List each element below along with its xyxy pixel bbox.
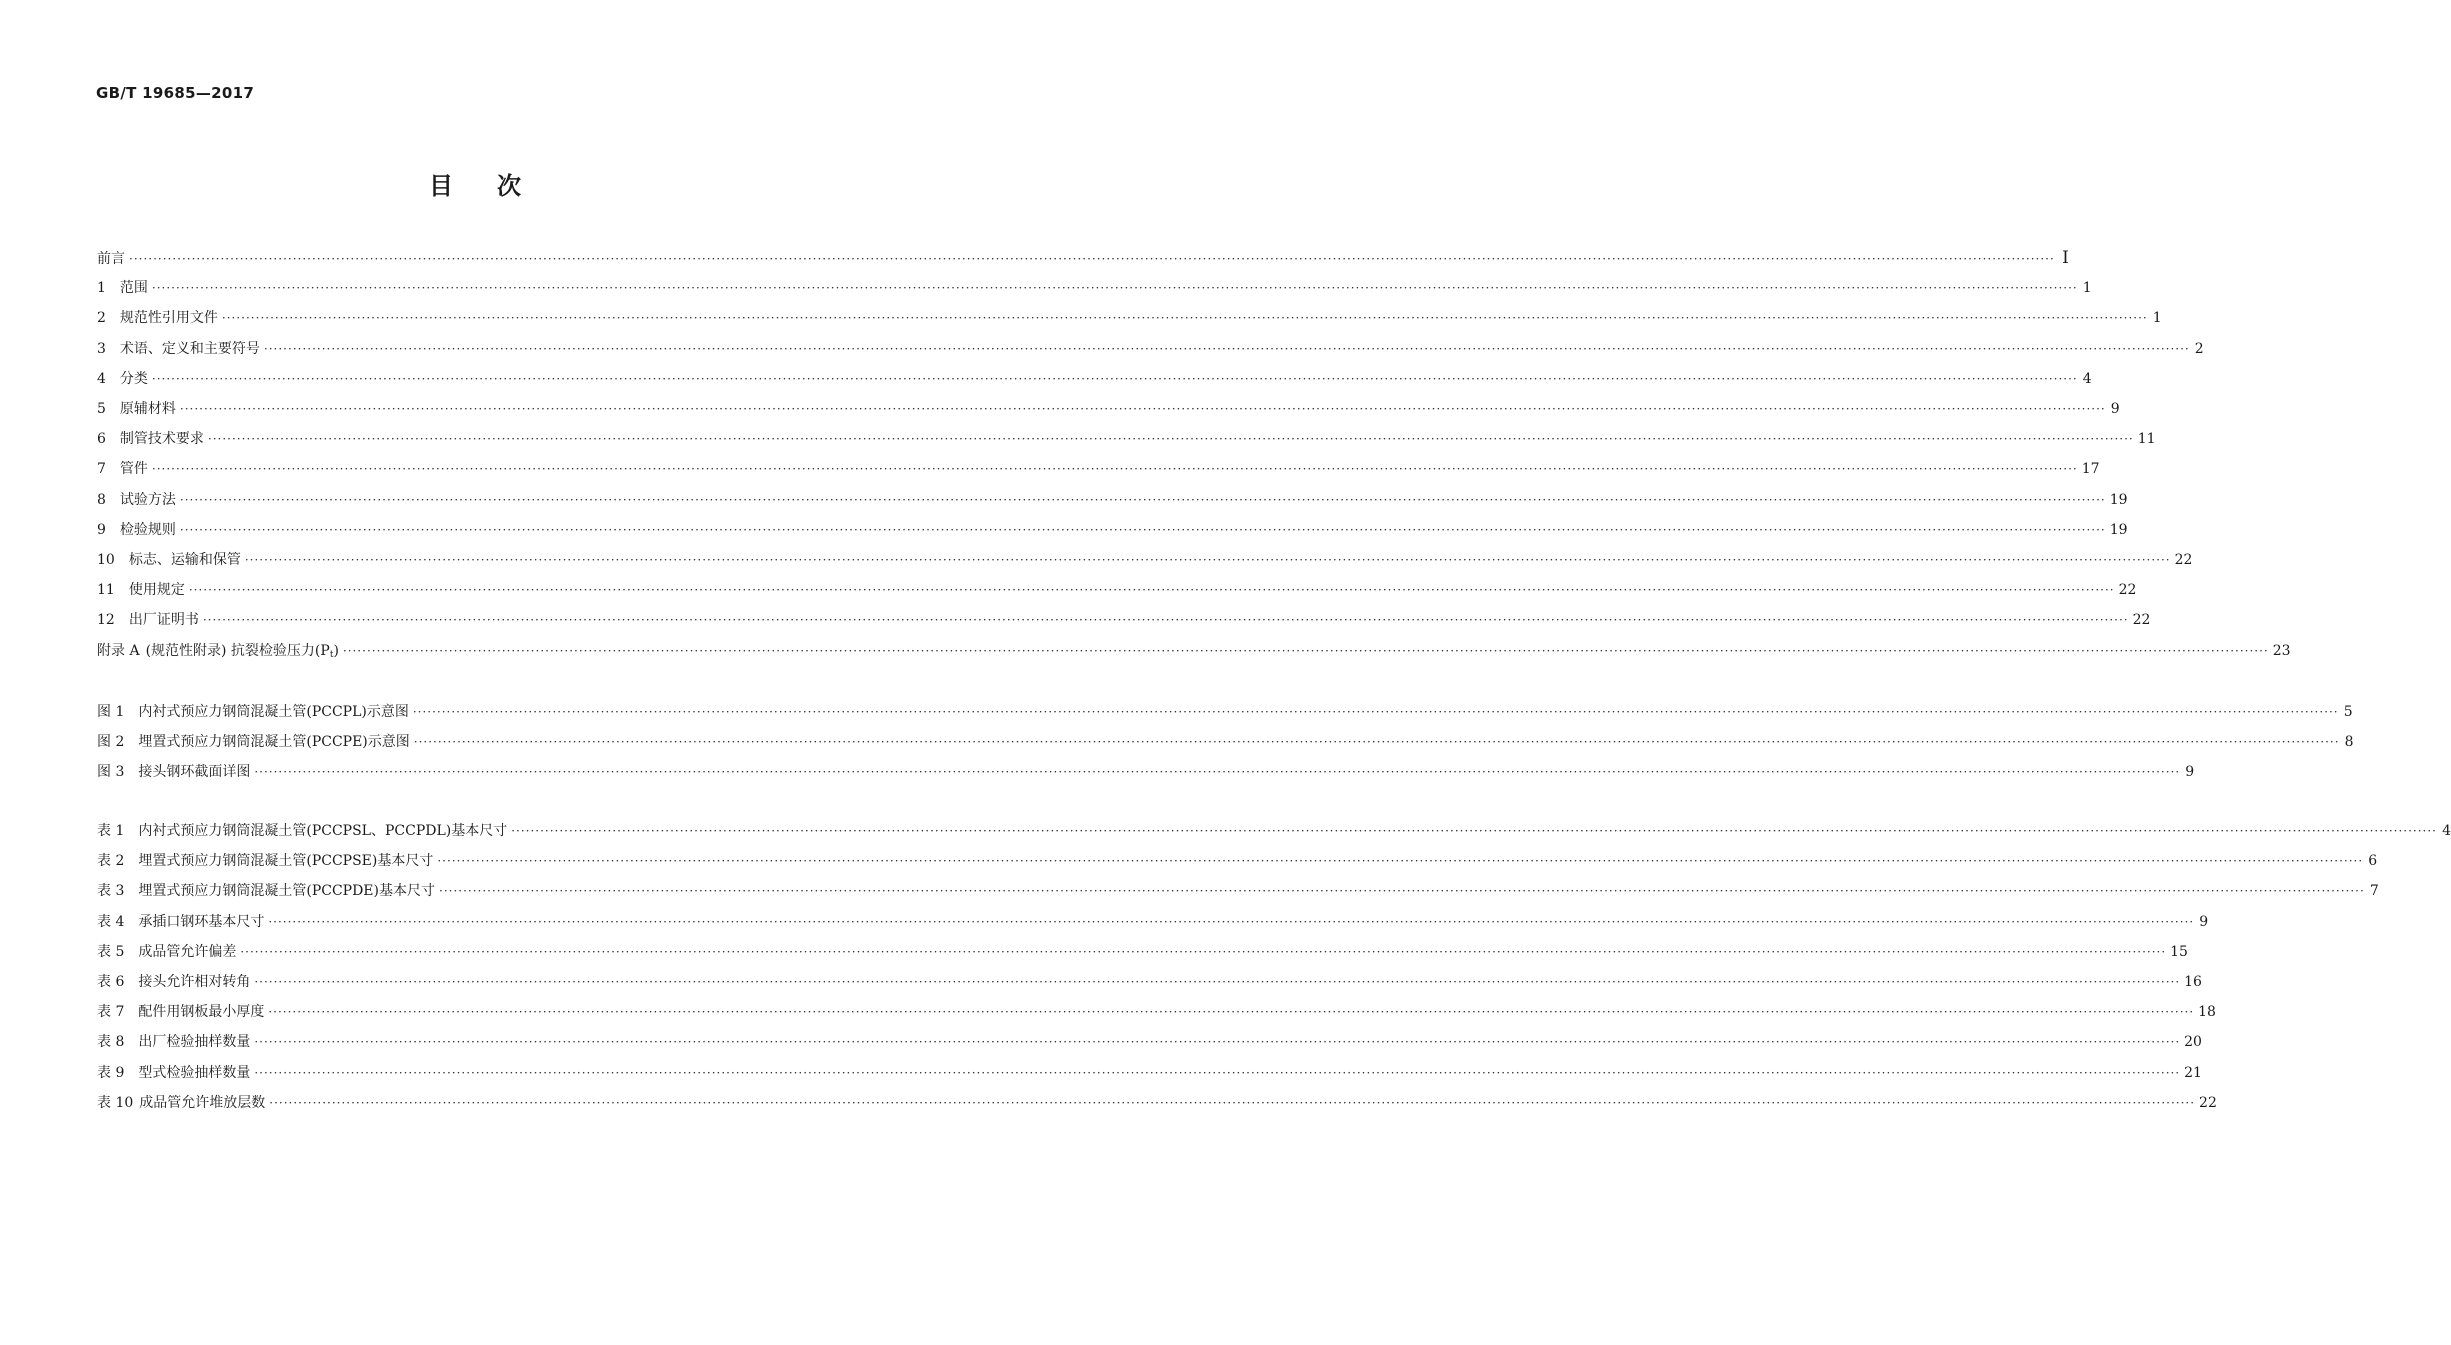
entry-number: 附录 A xyxy=(97,642,140,659)
dot-leader: ················································································································································································································································································································································································································ xyxy=(511,824,2437,838)
entry-page-number: 2 xyxy=(2194,340,2204,357)
entry-title: 承插口钢环基本尺寸 xyxy=(138,913,265,930)
dot-leader: ················································································································································································································································································································································································································ xyxy=(179,522,2106,537)
entry-label xyxy=(97,519,176,541)
entry-number: 表 8 xyxy=(97,1034,125,1051)
entry-title: 出厂证明书 xyxy=(128,612,199,629)
entry-title: 分类 xyxy=(119,370,148,387)
toc-entry[interactable] xyxy=(97,368,2092,390)
entry-title: 规范性引用文件 xyxy=(119,310,218,327)
toc-entry[interactable] xyxy=(97,609,2151,631)
figure-entry[interactable] xyxy=(97,761,2195,783)
entry-page-number: 19 xyxy=(2109,491,2128,508)
dot-leader: ················································································································································································································································································································································································································ xyxy=(188,583,2115,598)
dot-leader: ················································································································································································································································································································································································································ xyxy=(413,735,2340,750)
toc-entry[interactable] xyxy=(97,247,2069,269)
entry-label xyxy=(97,640,339,666)
entry-title: 型式检验抽样数量 xyxy=(138,1064,251,1081)
entry-number: 12 xyxy=(97,612,115,629)
toc-entry[interactable] xyxy=(97,549,2193,571)
dot-leader: ················································································································································································································································································································································································································ xyxy=(269,1095,2196,1110)
entry-number: 1 xyxy=(97,280,106,297)
dot-leader: ················································································································································································································································································································································································································ xyxy=(254,975,2181,989)
entry-label xyxy=(97,1062,250,1084)
entry-label xyxy=(97,1001,264,1023)
entry-title: 前言 xyxy=(97,251,125,267)
toc-entry[interactable] xyxy=(97,458,2100,480)
entry-page-number: 22 xyxy=(2132,612,2151,629)
entry-number: 图 3 xyxy=(97,764,125,781)
dot-leader: ················································································································································································································································································································································································································ xyxy=(342,643,2269,658)
toc-entry[interactable] xyxy=(97,307,2162,329)
entry-page-number: 11 xyxy=(2137,431,2156,448)
entry-label xyxy=(97,428,204,450)
entry-page-number: 22 xyxy=(2199,1094,2217,1111)
entry-label xyxy=(97,458,148,480)
entry-label xyxy=(97,489,176,511)
entry-label xyxy=(97,398,176,420)
entry-title: 标志、运输和保管 xyxy=(128,552,241,568)
table-entry[interactable] xyxy=(97,971,2202,993)
dot-leader: ················································································································································································································································································································································································································ xyxy=(244,553,2171,567)
entry-page-number: 9 xyxy=(2185,764,2195,781)
entry-title: 配件用钢板最小厚度 xyxy=(138,1004,265,1021)
entry-page-number: 8 xyxy=(2344,734,2354,751)
dot-leader: ················································································································································································································································································································································································································ xyxy=(254,1035,2181,1050)
entry-title: 埋置式预应力钢筒混凝土管(PCCPE)示意图 xyxy=(138,734,410,751)
table-entry[interactable] xyxy=(97,880,2379,902)
entry-label xyxy=(97,850,433,872)
entry-label xyxy=(97,277,148,299)
entry-label xyxy=(97,1031,250,1053)
dot-leader: ················································································································································································································································································································································································································ xyxy=(151,281,2078,296)
entry-title-tail: ) xyxy=(333,642,339,659)
figure-entry[interactable] xyxy=(97,731,2354,753)
dot-leader: ················································································································································································································································································································································································································ xyxy=(179,492,2106,507)
entry-page-number: 22 xyxy=(2174,552,2193,568)
table-entry[interactable] xyxy=(97,1062,2202,1084)
entry-title: 使用规定 xyxy=(128,582,185,599)
entry-title: 检验规则 xyxy=(119,521,176,538)
entry-page-number: 1 xyxy=(2152,310,2162,327)
dot-leader: ················································································································································································································································································································································································································ xyxy=(254,1065,2181,1080)
entry-page-number: 1 xyxy=(2082,280,2092,297)
dot-leader: ················································································································································································································································································································································································································ xyxy=(437,854,2364,869)
entry-label xyxy=(97,820,507,842)
entry-page-number: 19 xyxy=(2109,521,2128,538)
entry-page-number: 18 xyxy=(2198,1004,2216,1021)
entry-title: 内衬式预应力钢筒混凝土管(PCCPSL、PCCPDL)基本尺寸 xyxy=(138,823,508,839)
entry-label xyxy=(97,731,410,753)
entry-title: 接头钢环截面详图 xyxy=(138,764,251,781)
entry-label xyxy=(97,701,409,723)
entry-label xyxy=(97,880,435,902)
entry-title: 试验方法 xyxy=(119,491,176,508)
entry-number: 9 xyxy=(97,521,106,538)
entry-number: 10 xyxy=(97,552,115,568)
dot-leader: ················································································································································································································································································································································································································ xyxy=(221,311,2148,326)
entry-page-number: 9 xyxy=(2199,913,2209,930)
entry-page-number: 4 xyxy=(2082,370,2092,387)
entry-number: 表 6 xyxy=(97,974,125,990)
entry-number: 6 xyxy=(97,431,106,448)
title-char-2: 次 xyxy=(497,172,521,200)
table-entry[interactable] xyxy=(97,911,2209,933)
entry-number: 图 1 xyxy=(97,704,125,720)
dot-leader: ················································································································································································································································································································································································································ xyxy=(412,705,2339,719)
entry-page-number: 15 xyxy=(2170,943,2188,960)
dot-leader: ················································································································································································································································································································································································································ xyxy=(207,432,2134,447)
toc-entry[interactable] xyxy=(97,640,2291,662)
entry-title: 接头允许相对转角 xyxy=(138,974,251,990)
entry-page-number: 21 xyxy=(2184,1064,2202,1081)
dot-leader: ················································································································································································································································································································································································································ xyxy=(254,765,2181,780)
page-title xyxy=(0,166,950,201)
entry-title: 成品管允许偏差 xyxy=(138,943,237,960)
entry-page-number: 5 xyxy=(2343,704,2353,720)
entry-number: 8 xyxy=(97,491,106,508)
entry-label xyxy=(97,368,148,390)
entry-title: 埋置式预应力钢筒混凝土管(PCCPDE)基本尺寸 xyxy=(138,883,435,900)
dot-leader: ················································································································································································································································································································································································································ xyxy=(268,914,2195,929)
entry-number: 表 5 xyxy=(97,943,125,960)
dot-leader: ················································································································································································································································································································································································································ xyxy=(439,884,2365,899)
toc-entry[interactable] xyxy=(97,338,2204,360)
toc-entry[interactable] xyxy=(97,398,2120,420)
title-char-1: 目 xyxy=(429,172,453,200)
table-entry[interactable] xyxy=(97,850,2378,872)
entry-number: 7 xyxy=(97,461,106,478)
table-entry[interactable] xyxy=(97,941,2188,963)
figure-entry[interactable] xyxy=(97,701,2353,723)
entry-number: 表 2 xyxy=(97,853,125,870)
entry-number: 表 3 xyxy=(97,883,125,900)
dot-leader: ················································································································································································································································································································································································································ xyxy=(151,462,2078,477)
entry-number: 3 xyxy=(97,340,106,357)
entry-number: 表 7 xyxy=(97,1004,125,1021)
entry-label xyxy=(97,549,241,571)
standard-code: GB/T 19685—2017 xyxy=(96,84,255,102)
entry-title: 管件 xyxy=(119,461,148,478)
entry-title: 出厂检验抽样数量 xyxy=(138,1034,251,1051)
entry-label xyxy=(97,1092,265,1114)
toc-entry[interactable] xyxy=(97,277,2092,299)
entry-number: 11 xyxy=(97,582,115,599)
table-entry[interactable] xyxy=(97,1001,2216,1023)
entry-page-number: 23 xyxy=(2272,642,2291,659)
toc-entry[interactable] xyxy=(97,579,2137,601)
entry-page-number: 22 xyxy=(2118,582,2137,599)
entry-number: 表 10 xyxy=(97,1094,134,1111)
toc-entry[interactable] xyxy=(97,489,2128,511)
table-entry[interactable] xyxy=(97,820,2451,842)
entry-page-number: 20 xyxy=(2184,1034,2202,1051)
entry-label xyxy=(97,609,199,631)
entry-number: 表 4 xyxy=(97,913,125,930)
entry-title: 原辅材料 xyxy=(119,401,176,417)
entry-page-number: 6 xyxy=(2368,853,2378,870)
dot-leader: ················································································································································································································································································································································································································ xyxy=(240,944,2167,959)
entry-title: 范围 xyxy=(119,280,148,297)
dot-leader: ················································································································································································································································································································································································································ xyxy=(179,402,2106,416)
entry-title: 术语、定义和主要符号 xyxy=(119,340,260,357)
entry-title: 成品管允许堆放层数 xyxy=(139,1094,266,1111)
entry-title: (规范性附录) 抗裂检验压力(P xyxy=(145,642,330,659)
entry-number: 4 xyxy=(97,370,106,387)
entry-number: 5 xyxy=(97,401,106,417)
entry-subscript: t xyxy=(329,649,334,660)
dot-leader: ················································································································································································································································································································································································································ xyxy=(268,1005,2195,1020)
entry-label xyxy=(97,307,218,329)
entry-label xyxy=(97,911,264,933)
entry-number: 2 xyxy=(97,310,106,327)
entry-page-number: 4 xyxy=(2442,823,2451,839)
entry-page-number: 7 xyxy=(2369,883,2379,900)
entry-title: 埋置式预应力钢筒混凝土管(PCCPSE)基本尺寸 xyxy=(138,853,434,870)
entry-page-number: 16 xyxy=(2184,974,2202,990)
entry-number: 图 2 xyxy=(97,734,125,751)
entry-label xyxy=(97,338,260,360)
table-entry[interactable] xyxy=(97,1031,2202,1053)
entry-label xyxy=(97,248,125,270)
entry-label xyxy=(97,579,185,601)
dot-leader: ················································································································································································································································································································································································································ xyxy=(151,371,2078,386)
table-entry[interactable] xyxy=(97,1092,2217,1114)
entry-title: 内衬式预应力钢筒混凝土管(PCCPL)示意图 xyxy=(138,704,409,720)
toc-entry[interactable] xyxy=(97,519,2128,541)
entry-number: 表 1 xyxy=(97,823,125,839)
entry-page-number: 9 xyxy=(2110,401,2120,417)
entry-number: 表 9 xyxy=(97,1064,125,1081)
toc-entry[interactable] xyxy=(97,428,2156,450)
entry-page-number: 17 xyxy=(2081,461,2100,478)
entry-label xyxy=(97,941,236,963)
entry-page-number: I xyxy=(2062,248,2069,268)
dot-leader: ················································································································································································································································································································································································································ xyxy=(202,613,2129,628)
entry-title: 制管技术要求 xyxy=(119,431,204,448)
dot-leader: ················································································································································································································································································································································································································ xyxy=(129,252,2055,266)
entry-label xyxy=(97,761,250,783)
dot-leader: ················································································································································································································································································································································································································ xyxy=(263,341,2190,356)
entry-label xyxy=(97,971,250,993)
